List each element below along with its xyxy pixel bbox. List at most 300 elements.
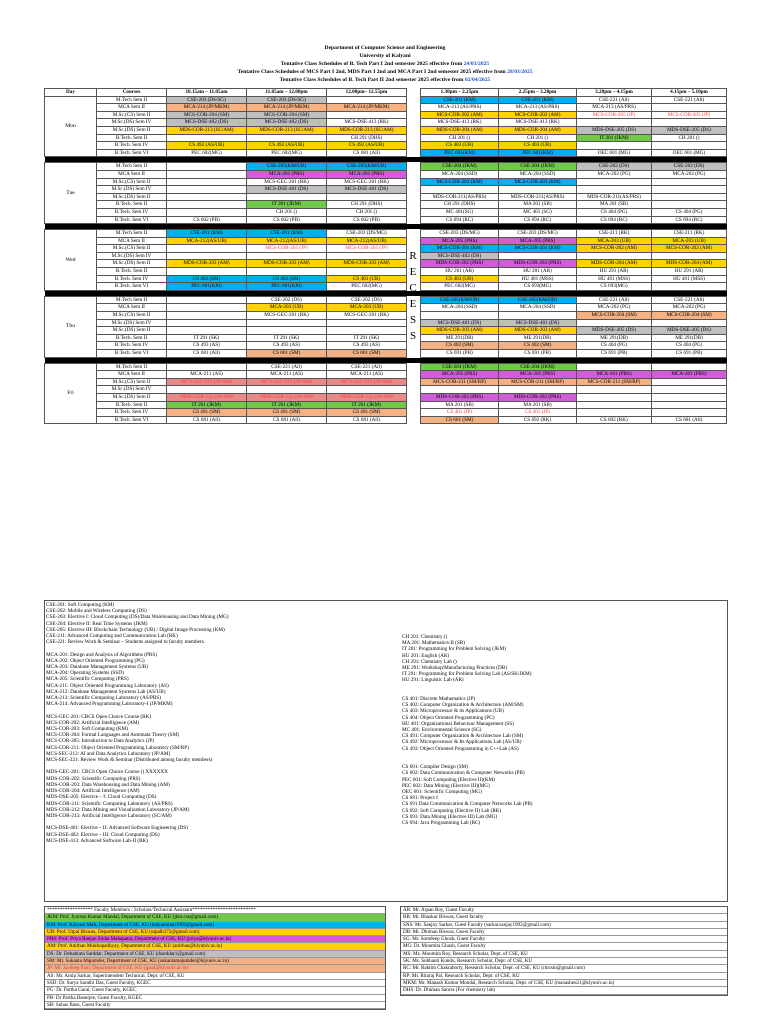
class-slot: CS 681 (All)	[327, 149, 407, 157]
class-slot: CSE-203 (DS/SG)	[167, 96, 247, 104]
class-slot: CS 692 (RK)	[499, 416, 577, 424]
class-slot: MCS-DSE-401 (DS)	[327, 186, 407, 194]
class-slot	[167, 245, 247, 253]
timetable-row	[45, 409, 727, 417]
class-slot: MCS-DSE-401 (DS)	[247, 186, 327, 194]
class-slot: MCS-DSE-401 (DS)	[421, 319, 499, 327]
class-slot: MDS-COR-202 (PRS)	[421, 260, 499, 268]
class-slot: MCS-COR-211 (SM/RP)	[577, 378, 652, 386]
column-header: 12.00pm– 12.55pm	[327, 89, 407, 97]
class-slot: MCA-204 (SSD)	[499, 304, 577, 312]
legend-entry: PEC 602: Data Mining (Elective III)(MG)	[402, 782, 490, 789]
class-slot: MCS-DSE-413 (RK)	[499, 119, 577, 127]
course-cell: B.Tech. Sem IV	[97, 142, 167, 150]
timetable-row	[45, 334, 727, 342]
recess-gap	[407, 208, 421, 216]
recess-gap	[407, 111, 421, 119]
recess-gap	[407, 386, 421, 394]
class-slot: MC 401(SG)	[421, 208, 499, 216]
class-slot	[652, 401, 727, 409]
timetable-row	[45, 237, 727, 245]
timetable-row	[45, 119, 727, 127]
recess-gap	[407, 342, 421, 350]
university-name: University of Kalyani	[359, 53, 411, 59]
timetable-row	[45, 319, 727, 327]
class-slot	[499, 312, 577, 320]
class-slot: CSE-211 (RK)	[577, 230, 652, 238]
class-slot: IT 291 (SK)	[167, 334, 247, 342]
class-slot: MDS-COR-211(AS/PRS)	[421, 193, 499, 201]
column-header: 10.15am – 11.05am	[167, 89, 247, 97]
timetable-row	[45, 163, 727, 171]
class-slot: CH 201 ()	[652, 134, 727, 142]
faculty-entry: SM: Mr. Sukanta Majumder, Department of CSE, KU (sukantamajumder@klyuniv.ac.in)	[45, 958, 385, 965]
faculty-entry: MKM: Mr. Manash Kumar Mondal, Research Scholar, Dept. of CSE, KU (manasheu21@klyuniv.ac.in)	[401, 980, 727, 987]
legend-entry: IT 201: Programming for Problem Solving (JKM)	[402, 646, 506, 653]
faculty-entry: DHS: Dr. Dhiman Sanrra (For chemistry lab)	[401, 987, 727, 994]
recess-gap	[407, 378, 421, 386]
legend-entry: MCA-204: Operating Systems (SSD)	[46, 670, 124, 677]
class-slot: CSE-221 (All)	[652, 296, 727, 304]
class-slot: MA 201 (SB)	[499, 401, 577, 409]
timetable-row	[45, 230, 727, 238]
timetable-row	[45, 275, 727, 283]
recess-gap	[407, 401, 421, 409]
class-slot: MCA-201 (PRS)	[652, 371, 727, 379]
class-slot: MCS-COR-201 (KM)	[499, 245, 577, 253]
class-slot	[652, 283, 727, 291]
course-cell: M.Tech Sem II	[97, 363, 167, 371]
class-slot: CS 493 (AS)	[167, 342, 247, 350]
class-slot: MCS-COR-204 (SM)	[652, 312, 727, 320]
class-slot: PEC 602(MG)	[327, 283, 407, 291]
class-slot: CS 491 (SM)	[167, 409, 247, 417]
class-slot: IT 291 (SK)	[327, 334, 407, 342]
class-slot: CH 201 ()	[247, 208, 327, 216]
legend-entry: MDS-COR-204: Artificial Intelligence (AM)	[46, 788, 140, 795]
course-cell: B.Tech. Sem IV	[97, 342, 167, 350]
class-slot: MA 201 (SB)	[421, 401, 499, 409]
class-slot: MCS-GEC-201 (RK)	[247, 178, 327, 186]
faculty-entry: MS: Ms. Moumita Roy, Research Scholar, Dept. of CSE, KU	[401, 951, 727, 958]
class-slot: HU 401 (MSS)	[652, 275, 727, 283]
faculty-entry: PB: Dr Partha Banerjee, Guest Faculty, KGEC	[45, 995, 385, 1002]
btech2-schedule-note: Tentative Class Schedules of B. Tech Part II 2nd semester 2025 effective from 02/04/2025	[279, 77, 491, 83]
class-slot: CSE-221 (All)	[327, 363, 407, 371]
class-slot: CSE-221 (All)	[577, 96, 652, 104]
header-block	[44, 44, 726, 84]
class-slot	[167, 178, 247, 186]
class-slot: MCS-COR-202 (AM)	[499, 111, 577, 119]
legend-entry: MCS-COR-205: Introduction to Data Analytics (JP)	[46, 738, 155, 745]
class-slot	[577, 178, 652, 186]
class-slot: MCA-214 (JP/MKM)	[327, 104, 407, 112]
timetable-row	[45, 268, 727, 276]
class-slot: CS 493 (AS)	[247, 342, 327, 350]
day-cell: Wed	[45, 230, 97, 291]
recess-gap	[407, 178, 421, 186]
class-slot: CSE-221 (All)	[247, 363, 327, 371]
legend-entry: MCA-213: Scientific Computing Laboratory (AS/PRS)	[46, 695, 161, 702]
class-slot: IT 291 (SK)	[247, 334, 327, 342]
class-slot: MDS-COR-203 (AM)	[327, 260, 407, 268]
class-slot	[167, 134, 247, 142]
timetable	[44, 88, 727, 424]
class-slot: MCS-DSE-402 (DS)	[167, 119, 247, 127]
course-cell: MCA Sem II	[97, 304, 167, 312]
class-slot: CS 601 (SM)	[327, 350, 407, 358]
class-slot: MCA-202 (PG)	[652, 170, 727, 178]
recess-gap	[407, 126, 421, 134]
class-slot: CS 694 (RC)	[577, 216, 652, 224]
class-slot	[247, 252, 327, 260]
class-slot: MDS-COR-202 (PRS)	[421, 393, 499, 401]
timetable-row	[45, 149, 727, 157]
class-slot: CS 601 (SM)	[421, 416, 499, 424]
class-slot: MDS-COR-211(AS/PRS)	[499, 193, 577, 201]
class-slot: HU 401 (MSS)	[499, 275, 577, 283]
class-slot: CS 693(MG)	[577, 283, 652, 291]
legend-entry: MCS-SEC-221: Review Work & Seminar (Distributed among faculty members)	[46, 757, 213, 764]
class-slot: CS 691 (PB)	[652, 350, 727, 358]
class-slot: CSE-204 (JKM)	[421, 363, 499, 371]
class-slot: MDS-COR-204 (AM)	[652, 260, 727, 268]
dept-title: Department of Computer Science and Engineering	[324, 45, 446, 51]
recess-gap	[407, 142, 421, 150]
class-slot	[327, 193, 407, 201]
day-cell: Thu	[45, 296, 97, 357]
legend-entry: MCS-DSE-401: Elective – II: Advanced Software Engineering (DS)	[46, 825, 188, 832]
faculty-entry: ****************** Faculty Members / Scholars/Technical Assistant*************************	[45, 907, 385, 914]
class-slot: OEC 601 (MG)	[652, 149, 727, 157]
class-slot: MCA-211 (AS)	[167, 371, 247, 379]
course-cell: M.Sc.(DS) Sem II	[97, 393, 167, 401]
class-slot: MCS-DSE-402 (DS)	[421, 252, 499, 260]
class-slot: MCA-212(AS/UB)	[327, 237, 407, 245]
class-slot	[247, 386, 327, 394]
recess-gap	[407, 363, 421, 371]
class-slot	[577, 252, 652, 260]
class-slot: MCA-212(AS/UB)	[247, 237, 327, 245]
faculty-entry: RP: Mr. Ritaraj Pal, Research Scholar, Dept. of CSE, KU	[401, 973, 727, 980]
class-slot	[247, 268, 327, 276]
recess-letter: C	[409, 282, 417, 294]
class-slot: MCA-214 (JP/MKM)	[247, 104, 327, 112]
class-slot: PEC 601(KM)	[499, 149, 577, 157]
course-cell: B.Tech. Sem VI	[97, 350, 167, 358]
course-cell: M.Sc.(DS) Sem II	[97, 193, 167, 201]
class-slot: MCA-201 (PRS)	[247, 170, 327, 178]
class-slot: MCA-211 (AS)	[327, 371, 407, 379]
class-slot: MDS-COR-204 (AM)	[499, 126, 577, 134]
class-slot: MCA-211 (AS)	[247, 371, 327, 379]
recess-gap	[407, 350, 421, 358]
legend-entry: CS 692: Soft Computing (Elective II) Lab (RK)	[402, 807, 502, 814]
class-slot	[247, 319, 327, 327]
class-slot: MCA-205 (PRS)	[499, 371, 577, 379]
class-slot: MDS-COR-203 (AM)	[421, 327, 499, 335]
class-slot: MCA-201 (PRS)	[327, 170, 407, 178]
legend-entry: PEC 601: Soft Computing (Elective II)(KM)	[402, 776, 495, 783]
timetable-row	[45, 170, 727, 178]
course-cell: B.Tech. Sem IV	[97, 208, 167, 216]
timetable-row	[45, 342, 727, 350]
recess-gap	[407, 230, 421, 238]
legend-entry: MCS-DSE-413: Advanced Software Lab-II (RK)	[46, 837, 148, 844]
class-slot: CS 694 (RC)	[652, 216, 727, 224]
timetable-row	[45, 96, 727, 104]
faculty-entry: SB: Suhas Basu, Guest Faculty	[45, 1002, 385, 1009]
class-slot: CS 401 (JP)	[499, 409, 577, 417]
timetable-row	[45, 126, 727, 134]
legend-entry: MCA-205: Scientific Computing (PRS)	[46, 676, 129, 683]
class-slot: MA 201 (SB)	[499, 201, 577, 209]
course-cell: B.Tech. Sem II	[97, 134, 167, 142]
class-slot: CH 291 (DHS)	[327, 134, 407, 142]
class-slot	[652, 142, 727, 150]
timetable-row	[45, 296, 727, 304]
class-slot	[421, 312, 499, 320]
recess-gap	[407, 163, 421, 171]
class-slot: CS 404 (PG)	[577, 208, 652, 216]
timetable-row	[45, 208, 727, 216]
class-slot: MDS-COR-212 (JP/AM)	[327, 393, 407, 401]
class-slot: CS 492 (AS/UB)	[327, 142, 407, 150]
class-slot: MCA-212(AS/UB)	[167, 237, 247, 245]
class-slot: CS 492 (AS/UB)	[247, 142, 327, 150]
timetable-row	[45, 201, 727, 209]
class-slot: CH 291 (DHS)	[421, 201, 499, 209]
legend-entry: CSE-221: Review Work & Seminar – Students assigned to faculty members.	[46, 639, 205, 646]
class-slot	[577, 409, 652, 417]
class-slot	[652, 186, 727, 194]
recess-gap	[407, 237, 421, 245]
legend-entry: CSE-201: Soft Computing (KM)	[46, 602, 115, 608]
recess-letter: S	[409, 314, 417, 326]
legend-entry: MCA-214: Advanced Programming Laboratory-I (JP/MKM)	[46, 701, 173, 708]
recess-gap	[407, 216, 421, 224]
class-slot: CSE-205(KM/UB)	[327, 163, 407, 171]
timetable-row	[45, 186, 727, 194]
class-slot: CS 402 (SM)	[247, 275, 327, 283]
course-cell: M.Sc.(CS) Sem II	[97, 111, 167, 119]
class-slot	[167, 252, 247, 260]
class-slot	[577, 386, 652, 394]
class-slot: CS 404 (PG)	[577, 342, 652, 350]
class-slot: MCA-205 (PRS)	[421, 237, 499, 245]
class-slot	[577, 363, 652, 371]
class-slot	[167, 268, 247, 276]
course-cell: MCA Sem II	[97, 104, 167, 112]
course-cell: M.Sc.(CS) Sem II	[97, 378, 167, 386]
class-slot	[327, 96, 407, 104]
class-slot: MDS-COR-213 (SC/AM)	[327, 126, 407, 134]
class-slot: MCS-GEC-201 (RK)	[247, 312, 327, 320]
class-slot: CS 493 (AS)	[327, 342, 407, 350]
class-slot: MCA-203 (UB)	[247, 304, 327, 312]
class-slot: MCA-201 (PRS)	[577, 371, 652, 379]
class-slot: CSE-202 (DS)	[327, 296, 407, 304]
column-header: 11.05am – 12.00pm	[247, 89, 327, 97]
class-slot: MCA-213 (AS/PRS)	[421, 104, 499, 112]
recess-letter: R	[409, 250, 417, 262]
class-slot	[421, 386, 499, 394]
recess-gap	[407, 104, 421, 112]
legend-entry: CH 201: Chemistry ()	[402, 634, 448, 640]
class-slot	[167, 386, 247, 394]
course-cell: B.Tech. Sem II	[97, 401, 167, 409]
faculty-entry: SG: Mr. Somdeep Ghosh, Guest Faculty	[401, 936, 727, 943]
class-slot: MCS-SEC-212 (JP/AM)	[327, 378, 407, 386]
class-slot: PEC 602(MG)	[421, 283, 499, 291]
class-slot: CS 403 (UB)	[327, 275, 407, 283]
timetable-row	[45, 104, 727, 112]
timetable-row	[45, 350, 727, 358]
course-cell: B.Tech. Sem IV	[97, 409, 167, 417]
legend-entry: MCS-COR-211: Object Oriented Programming Laboratory (SM/RP)	[46, 744, 189, 751]
legend-entry: CSE-202: Mobile and Wireless Computing (DS)	[46, 608, 147, 615]
course-cell: MCA Sem II	[97, 170, 167, 178]
recess-gap	[407, 409, 421, 417]
faculty-entry: UB: Prof. Utpal Biswas, Department of CSE, KU (utpalb172@gmail.com)	[45, 929, 385, 936]
legend-entry: HU 401: Organizational Behaviour Management (SS)	[402, 720, 514, 727]
class-slot	[421, 186, 499, 194]
class-slot: CH 201 ()	[327, 208, 407, 216]
class-slot	[167, 363, 247, 371]
recess-gap	[407, 170, 421, 178]
legend-entry: MCA-211: Object Oriented Programming Laboratory (AS)	[46, 682, 169, 689]
recess-gap	[407, 201, 421, 209]
faculty-list-right	[400, 906, 728, 996]
faculty-entry: SK: Ms. Subhanti Kundu, Research Scholar, Dept. of CSE, KU	[401, 958, 727, 965]
faculty-entry: AS: Mr. Amip Sarkar, Superintendent Technical, Dept. of CSE, KU	[45, 973, 385, 980]
column-header: Courses	[97, 89, 167, 97]
class-slot	[652, 378, 727, 386]
timetable-row	[45, 371, 727, 379]
class-slot: MCS-COR-205 (JP)	[652, 111, 727, 119]
legend-entry: MDS-DSE-205: Elective – I: Cloud Computing (DS)	[46, 794, 157, 801]
class-slot	[167, 319, 247, 327]
class-slot: CSE-202 (DS)	[247, 296, 327, 304]
class-slot: CS 681 (All)	[327, 416, 407, 424]
class-slot: CSE-203 (DS/SG)	[247, 96, 327, 104]
class-slot: ME 291(DB)	[499, 334, 577, 342]
legend-entry: MCA-201: Design and Analysis of Algorithms (PRS)	[46, 651, 157, 658]
class-slot: CSE-211 (RK)	[652, 230, 727, 238]
class-slot: MCA-213 (AS/PRS)	[499, 104, 577, 112]
class-slot: CS 401 (JP)	[421, 409, 499, 417]
class-slot	[167, 304, 247, 312]
legend-entry: MDS-COR-211: Scientific Computing Laboratory (AS/PRS)	[46, 800, 173, 807]
btech1-schedule-note: Tentative Class Schedules of B. Tech Part I 2nd semester 2025 effective from 24/03/2025	[280, 61, 490, 67]
class-slot: MA 201 (SB)	[577, 201, 652, 209]
class-slot	[577, 393, 652, 401]
class-slot: CS 681 (All)	[247, 416, 327, 424]
class-slot: CSE-203 (DS/MG)	[327, 230, 407, 238]
class-slot: MCS-COR-211 (SM/RP)	[499, 378, 577, 386]
faculty-entry: SSD: Dr. Surya Sarathi Das, Guest Faculty, KGEC	[45, 980, 385, 987]
legend-entry: HU 201: English (AR)	[402, 652, 450, 659]
class-slot: CS 691 (PB)	[421, 350, 499, 358]
class-slot: CS 694 (RC)	[499, 216, 577, 224]
class-slot: PEC 602(MG)	[167, 149, 247, 157]
class-slot: MCS-COR-202 (AM)	[421, 111, 499, 119]
class-slot: CS 403 (UB)	[499, 142, 577, 150]
class-slot: CS 681 (All)	[167, 416, 247, 424]
class-slot: MDS-COR-203 (AM)	[499, 327, 577, 335]
timetable-sheet	[44, 44, 726, 424]
course-cell: B.Tech. Sem IV	[97, 275, 167, 283]
course-cell: B.Tech. Sem II	[97, 334, 167, 342]
class-slot	[167, 170, 247, 178]
class-slot	[327, 268, 407, 276]
recess-gap	[407, 96, 421, 104]
class-slot: MCA-214 (JP/MKM)	[167, 104, 247, 112]
class-slot	[327, 111, 407, 119]
faculty-entry: KM: Prof. Kalyani Mali, Department of CSE, KU (kalyanimali1992@gmail.com)	[45, 922, 385, 929]
legend-entry: MCS-DSE-402: Elective – III: Cloud Computing (DS)	[46, 831, 160, 838]
timetable-header-row	[45, 89, 727, 97]
class-slot: CS 681 (All)	[652, 416, 727, 424]
legend-entry: CS 402: Computer Organization & Architecture (AM/SM)	[402, 702, 524, 709]
class-slot: MCA-203 (UB)	[577, 237, 652, 245]
legend-entry: CS 601: Compiler Design (SM)	[402, 764, 468, 771]
course-cell: M.Sc.(DS) Sem IV	[97, 319, 167, 327]
class-slot: MC 401 (SG)	[499, 208, 577, 216]
class-slot: CS 402 (SM)	[499, 342, 577, 350]
class-slot: CSE-203 (DS/MG)	[421, 230, 499, 238]
class-slot: CS 691 (PB)	[499, 350, 577, 358]
class-slot: CS 404 (PG)	[652, 342, 727, 350]
legend-entry: MC 401: Environmental Science (SG)	[402, 727, 482, 734]
class-slot: ME 291(DB)	[421, 334, 499, 342]
course-cell: B.Tech. Sem VI	[97, 149, 167, 157]
recess-letter: E	[409, 266, 417, 278]
class-slot: CH 201 ()	[421, 134, 499, 142]
class-slot: MCA-204 (SSD)	[421, 304, 499, 312]
class-slot	[327, 386, 407, 394]
timetable-row	[45, 216, 727, 224]
day-cell: Mon	[45, 96, 97, 157]
legend-entry: MCA-203: Database Management Systems (UB)	[46, 664, 149, 671]
class-slot	[652, 178, 727, 186]
legend-entry: CS 691 Data Communication & Computer Networks Lab (PB)	[402, 801, 533, 808]
timetable-row	[45, 386, 727, 394]
class-slot	[167, 193, 247, 201]
class-slot: MCS-COR-204 (SM)	[577, 312, 652, 320]
class-slot: CSE-201 (KM)	[499, 96, 577, 104]
class-slot: MDS-COR-203 (AM)	[247, 260, 327, 268]
class-slot: MCA-204 (SSD)	[421, 170, 499, 178]
class-slot: MCA-202 (PG)	[652, 304, 727, 312]
class-slot: MCS-GEC-201 (RK)	[327, 178, 407, 186]
faculty-entry: AR: Mr. Arpan Roy, Guest Faculty	[401, 907, 727, 914]
recess-gap	[407, 393, 421, 401]
faculty-entry: DS: Dr. Debabrata Sarddar, Department of CSE, KU (dsarddar1@gmail.com)	[45, 951, 385, 958]
class-slot	[327, 252, 407, 260]
class-slot: MCA-203 (UB)	[652, 237, 727, 245]
class-slot: PEC 602(MG)	[247, 149, 327, 157]
day-cell: Fri	[45, 363, 97, 424]
faculty-entry: AM: Prof. Anirban Mukhopadhyay, Department of CSE, KU (anirban@klyuniv.ac.in)	[45, 943, 385, 950]
class-slot: CS 602 (PB)	[167, 216, 247, 224]
recess-column-header	[407, 89, 421, 97]
class-slot	[652, 393, 727, 401]
class-slot: CSE-204 (JKM)	[421, 163, 499, 171]
legend-entry: MCS-COR-203: Soft Computing (KM)	[46, 726, 128, 733]
course-legend-left	[46, 602, 386, 844]
legend-entry: MDS-COR-213: Artificial Intelligence Laboratory (SC/AM)	[46, 812, 172, 819]
